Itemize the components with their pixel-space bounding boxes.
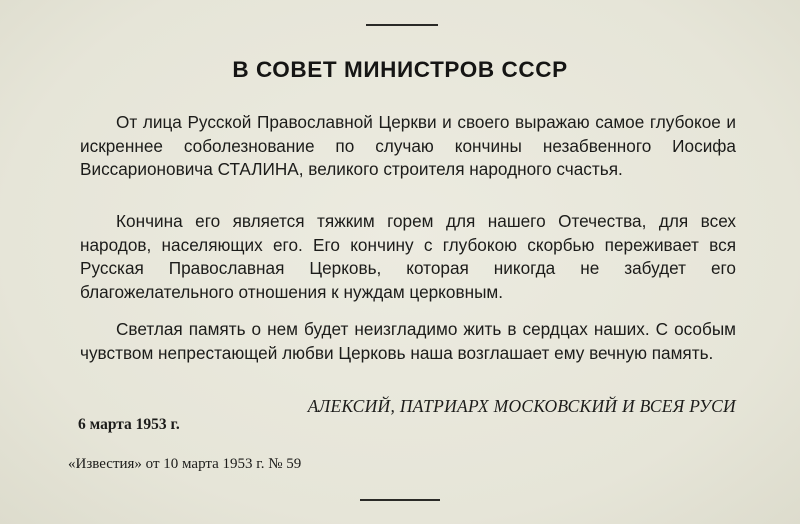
top-divider <box>366 24 438 26</box>
paragraph-memory: Светлая память о нем будет неизгладимо жить в сердцах наших. С особым чувством непрестающей любви Церковь наша возглашает ему вечную память. <box>80 319 736 363</box>
paragraph-condolence: От лица Русской Православной Церкви и своего выражаю самое глубокое и искреннее соболезнование по случаю кончины незабвенного Иосифа Виссарионовича СТАЛИНА, великого строителя народного счастья. <box>80 112 736 180</box>
bottom-divider <box>360 499 440 501</box>
signature: АЛЕКСИЙ, ПАТРИАРХ МОСКОВСКИЙ И ВСЕЯ РУСИ <box>307 396 736 416</box>
paragraph-grief: Кончина его является тяжким горем для нашего Отечества, для всех народов, населяющих его. Его кончину с глубокою скорбью переживает вся Русская Православная Церковь, которая никогда не забудет его благожелательного отношения к нуждам церковным. <box>80 211 736 302</box>
document-date: 6 марта 1953 г. <box>78 416 180 433</box>
source-citation: «Известия» от 10 марта 1953 г. № 59 <box>68 456 302 472</box>
document-title: В СОВЕТ МИНИСТРОВ СССР <box>232 57 568 82</box>
